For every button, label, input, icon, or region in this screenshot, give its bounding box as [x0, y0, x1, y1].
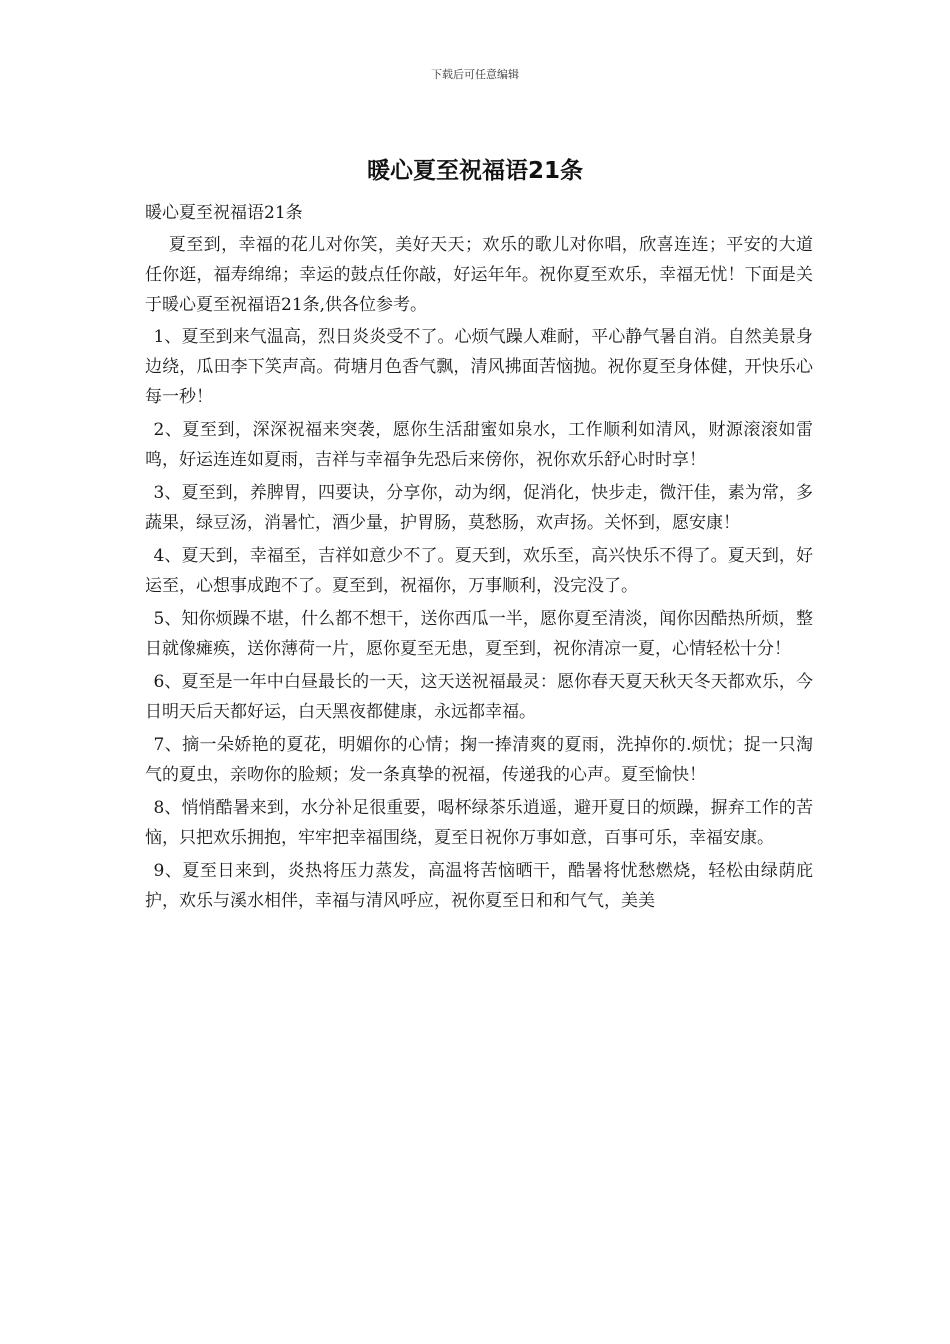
document-title: 暖心夏至祝福语21条 [366, 158, 583, 184]
list-item: 8、悄悄酷暑来到，水分补足很重要，喝杯绿茶乐逍遥，避开夏日的烦躁，摒弃工作的苦恼，只把欢乐拥抱，牢牢把幸福围绕，夏至日祝你万事如意，百事可乐，幸福安康。 [145, 798, 813, 848]
list-item: 6、夏至是一年中白昼最长的一天，这天送祝福最灵：愿你春天夏天秋天冬天都欢乐，今日明天后天都好运，白天黑夜都健康，永远都幸福。 [145, 672, 813, 722]
list-item: 4、夏天到，幸福至，吉祥如意少不了。夏天到，欢乐至，高兴快乐不得了。夏天到，好运至，心想事成跑不了。夏至到，祝福你，万事顺利，没完没了。 [145, 546, 813, 596]
list-item: 5、知你烦躁不堪，什么都不想干，送你西瓜一半，愿你夏至清淡，闻你因酷热所烦，整日就像瘫痪，送你薄荷一片，愿你夏至无患，夏至到，祝你清凉一夏，心情轻松十分！ [145, 609, 813, 659]
intro-paragraph: 夏至到，幸福的花儿对你笑，美好天天；欢乐的歌儿对你唱，欣喜连连；平安的大道任你逛，福寿绵绵；幸运的鼓点任你敲，好运年年。祝你夏至欢乐，幸福无忧！下面是关于暖心夏至祝福语21条,供各位参考。 [145, 235, 813, 315]
list-item: 7、摘一朵娇艳的夏花，明媚你的心情；掬一捧清爽的夏雨，洗掉你的.烦忧；捉一只淘气的夏虫，亲吻你的脸颊；发一条真挚的祝福，传递我的心声。夏至愉快！ [145, 735, 813, 785]
list-item: 1、夏至到来气温高，烈日炎炎受不了。心烦气躁人难耐，平心静气暑自消。自然美景身边绕，瓜田李下笑声高。荷塘月色香气飘，清风拂面苦恼抛。祝你夏至身体健，开快乐心每一秒！ [145, 327, 813, 407]
list-item: 9、夏至日来到，炎热将压力蒸发，高温将苦恼晒干，酷暑将忧愁燃烧，轻松由绿荫庇护，欢乐与溪水相伴，幸福与清风呼应，祝你夏至日和和气气，美美 [145, 861, 813, 911]
list-item: 2、夏至到，深深祝福来突袭，愿你生活甜蜜如泉水，工作顺利如清风，财源滚滚如雷鸣，好运连连如夏雨，吉祥与幸福争先恐后来傍你，祝你欢乐舒心时时享！ [145, 420, 813, 470]
page-header: 下载后可任意编辑 [431, 68, 519, 81]
document-body [145, 198, 813, 919]
subtitle: 暖心夏至祝福语21条 [145, 203, 303, 223]
list-item: 3、夏至到，养脾胃，四要诀，分享你，动为纲，促消化，快步走，微汗佳，素为常，多蔬果，绿豆汤，消暑忙，酒少量，护胃肠，莫愁肠，欢声扬。关怀到，愿安康！ [145, 483, 813, 533]
